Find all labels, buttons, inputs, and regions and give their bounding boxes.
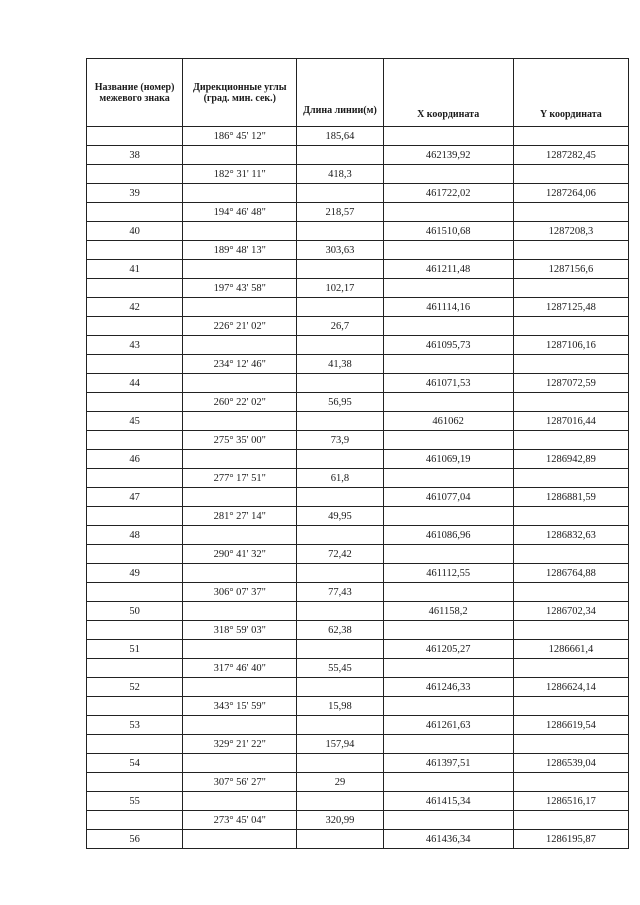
segment-row [87, 165, 629, 184]
y-coordinate-cell: 1286832,63 [513, 526, 628, 545]
point-row [87, 678, 629, 697]
point-name-cell: 56 [87, 830, 183, 849]
header-x: X координата [383, 59, 513, 127]
point-row [87, 526, 629, 545]
y-coordinate-cell: 1286661,4 [513, 640, 628, 659]
angle-cell: 290° 41' 32" [183, 545, 297, 564]
x-coordinate-cell: 461722,02 [383, 184, 513, 203]
angle-cell: 186° 45' 12" [183, 127, 297, 146]
point-name-cell: 44 [87, 374, 183, 393]
segment-row [87, 279, 629, 298]
point-row [87, 792, 629, 811]
length-cell: 218,57 [297, 203, 383, 222]
angle-cell: 226° 21' 02" [183, 317, 297, 336]
point-row [87, 754, 629, 773]
table-header-row [87, 59, 629, 127]
length-cell: 55,45 [297, 659, 383, 678]
angle-cell: 318° 59' 03" [183, 621, 297, 640]
point-row [87, 374, 629, 393]
x-coordinate-cell: 461158,2 [383, 602, 513, 621]
y-coordinate-cell: 1287208,3 [513, 222, 628, 241]
point-name-cell: 39 [87, 184, 183, 203]
x-coordinate-cell: 461205,27 [383, 640, 513, 659]
length-cell: 303,63 [297, 241, 383, 260]
y-coordinate-cell: 1286195,87 [513, 830, 628, 849]
angle-cell: 189° 48' 13" [183, 241, 297, 260]
y-coordinate-cell: 1286539,04 [513, 754, 628, 773]
segment-row [87, 811, 629, 830]
angle-cell: 343° 15' 59" [183, 697, 297, 716]
y-coordinate-cell: 1286942,89 [513, 450, 628, 469]
table-body [87, 127, 629, 849]
segment-row [87, 355, 629, 374]
point-row [87, 716, 629, 735]
length-cell: 61,8 [297, 469, 383, 488]
point-name-cell: 49 [87, 564, 183, 583]
x-coordinate-cell: 461397,51 [383, 754, 513, 773]
point-row [87, 184, 629, 203]
y-coordinate-cell: 1287282,45 [513, 146, 628, 165]
x-coordinate-cell: 461077,04 [383, 488, 513, 507]
segment-row [87, 317, 629, 336]
segment-row [87, 545, 629, 564]
x-coordinate-cell: 461114,16 [383, 298, 513, 317]
point-row [87, 222, 629, 241]
angle-cell: 260° 22' 02" [183, 393, 297, 412]
x-coordinate-cell: 461436,34 [383, 830, 513, 849]
length-cell: 157,94 [297, 735, 383, 754]
segment-row [87, 431, 629, 450]
point-row [87, 488, 629, 507]
point-name-cell: 38 [87, 146, 183, 165]
point-row [87, 336, 629, 355]
point-name-cell: 47 [87, 488, 183, 507]
point-name-cell: 54 [87, 754, 183, 773]
x-coordinate-cell: 461415,34 [383, 792, 513, 811]
y-coordinate-cell: 1286764,88 [513, 564, 628, 583]
point-row [87, 830, 629, 849]
length-cell: 77,43 [297, 583, 383, 602]
length-cell: 73,9 [297, 431, 383, 450]
point-row [87, 640, 629, 659]
x-coordinate-cell: 461062 [383, 412, 513, 431]
length-cell: 102,17 [297, 279, 383, 298]
angle-cell: 197° 43' 58" [183, 279, 297, 298]
point-name-cell: 43 [87, 336, 183, 355]
x-coordinate-cell: 461071,53 [383, 374, 513, 393]
x-coordinate-cell: 461086,96 [383, 526, 513, 545]
angle-cell: 194° 46' 48" [183, 203, 297, 222]
x-coordinate-cell: 461095,73 [383, 336, 513, 355]
point-name-cell: 48 [87, 526, 183, 545]
point-name-cell: 40 [87, 222, 183, 241]
x-coordinate-cell: 461069,19 [383, 450, 513, 469]
x-coordinate-cell: 461510,68 [383, 222, 513, 241]
angle-cell: 307° 56' 27" [183, 773, 297, 792]
y-coordinate-cell: 1286619,54 [513, 716, 628, 735]
segment-row [87, 393, 629, 412]
point-name-cell: 42 [87, 298, 183, 317]
length-cell: 26,7 [297, 317, 383, 336]
header-length: Длина линии(м) [297, 59, 383, 127]
header-angle: Дирекционные углы (град. мин. сек.) [183, 59, 297, 127]
angle-cell: 306° 07' 37" [183, 583, 297, 602]
header-name: Название (номер) межевого знака [87, 59, 183, 127]
length-cell: 49,95 [297, 507, 383, 526]
segment-row [87, 773, 629, 792]
segment-row [87, 127, 629, 146]
segment-row [87, 697, 629, 716]
point-name-cell: 41 [87, 260, 183, 279]
point-row [87, 450, 629, 469]
point-name-cell: 45 [87, 412, 183, 431]
segment-row [87, 203, 629, 222]
length-cell: 72,42 [297, 545, 383, 564]
segment-row [87, 241, 629, 260]
length-cell: 418,3 [297, 165, 383, 184]
y-coordinate-cell: 1286881,59 [513, 488, 628, 507]
segment-row [87, 583, 629, 602]
point-name-cell: 51 [87, 640, 183, 659]
angle-cell: 273° 45' 04" [183, 811, 297, 830]
point-row [87, 146, 629, 165]
point-row [87, 298, 629, 317]
x-coordinate-cell: 461112,55 [383, 564, 513, 583]
y-coordinate-cell: 1286624,14 [513, 678, 628, 697]
y-coordinate-cell: 1287156,6 [513, 260, 628, 279]
point-name-cell: 55 [87, 792, 183, 811]
segment-row [87, 621, 629, 640]
x-coordinate-cell: 461211,48 [383, 260, 513, 279]
length-cell: 320,99 [297, 811, 383, 830]
point-row [87, 260, 629, 279]
point-name-cell: 53 [87, 716, 183, 735]
length-cell: 185,64 [297, 127, 383, 146]
length-cell: 41,38 [297, 355, 383, 374]
x-coordinate-cell: 461246,33 [383, 678, 513, 697]
point-row [87, 602, 629, 621]
segment-row [87, 735, 629, 754]
x-coordinate-cell: 461261,63 [383, 716, 513, 735]
point-row [87, 564, 629, 583]
segment-row [87, 659, 629, 678]
coordinates-table [86, 58, 629, 849]
y-coordinate-cell: 1287072,59 [513, 374, 628, 393]
point-row [87, 412, 629, 431]
point-name-cell: 50 [87, 602, 183, 621]
x-coordinate-cell: 462139,92 [383, 146, 513, 165]
angle-cell: 281° 27' 14" [183, 507, 297, 526]
angle-cell: 317° 46' 40" [183, 659, 297, 678]
y-coordinate-cell: 1287125,48 [513, 298, 628, 317]
length-cell: 15,98 [297, 697, 383, 716]
length-cell: 62,38 [297, 621, 383, 640]
y-coordinate-cell: 1286702,34 [513, 602, 628, 621]
segment-row [87, 469, 629, 488]
angle-cell: 275° 35' 00" [183, 431, 297, 450]
angle-cell: 234° 12' 46" [183, 355, 297, 374]
y-coordinate-cell: 1287264,06 [513, 184, 628, 203]
point-name-cell: 52 [87, 678, 183, 697]
document-page [86, 58, 629, 849]
angle-cell: 277° 17' 51" [183, 469, 297, 488]
header-y: Y координата [513, 59, 628, 127]
y-coordinate-cell: 1287106,16 [513, 336, 628, 355]
y-coordinate-cell: 1286516,17 [513, 792, 628, 811]
length-cell: 29 [297, 773, 383, 792]
length-cell: 56,95 [297, 393, 383, 412]
point-name-cell: 46 [87, 450, 183, 469]
angle-cell: 329° 21' 22" [183, 735, 297, 754]
y-coordinate-cell: 1287016,44 [513, 412, 628, 431]
angle-cell: 182° 31' 11" [183, 165, 297, 184]
segment-row [87, 507, 629, 526]
